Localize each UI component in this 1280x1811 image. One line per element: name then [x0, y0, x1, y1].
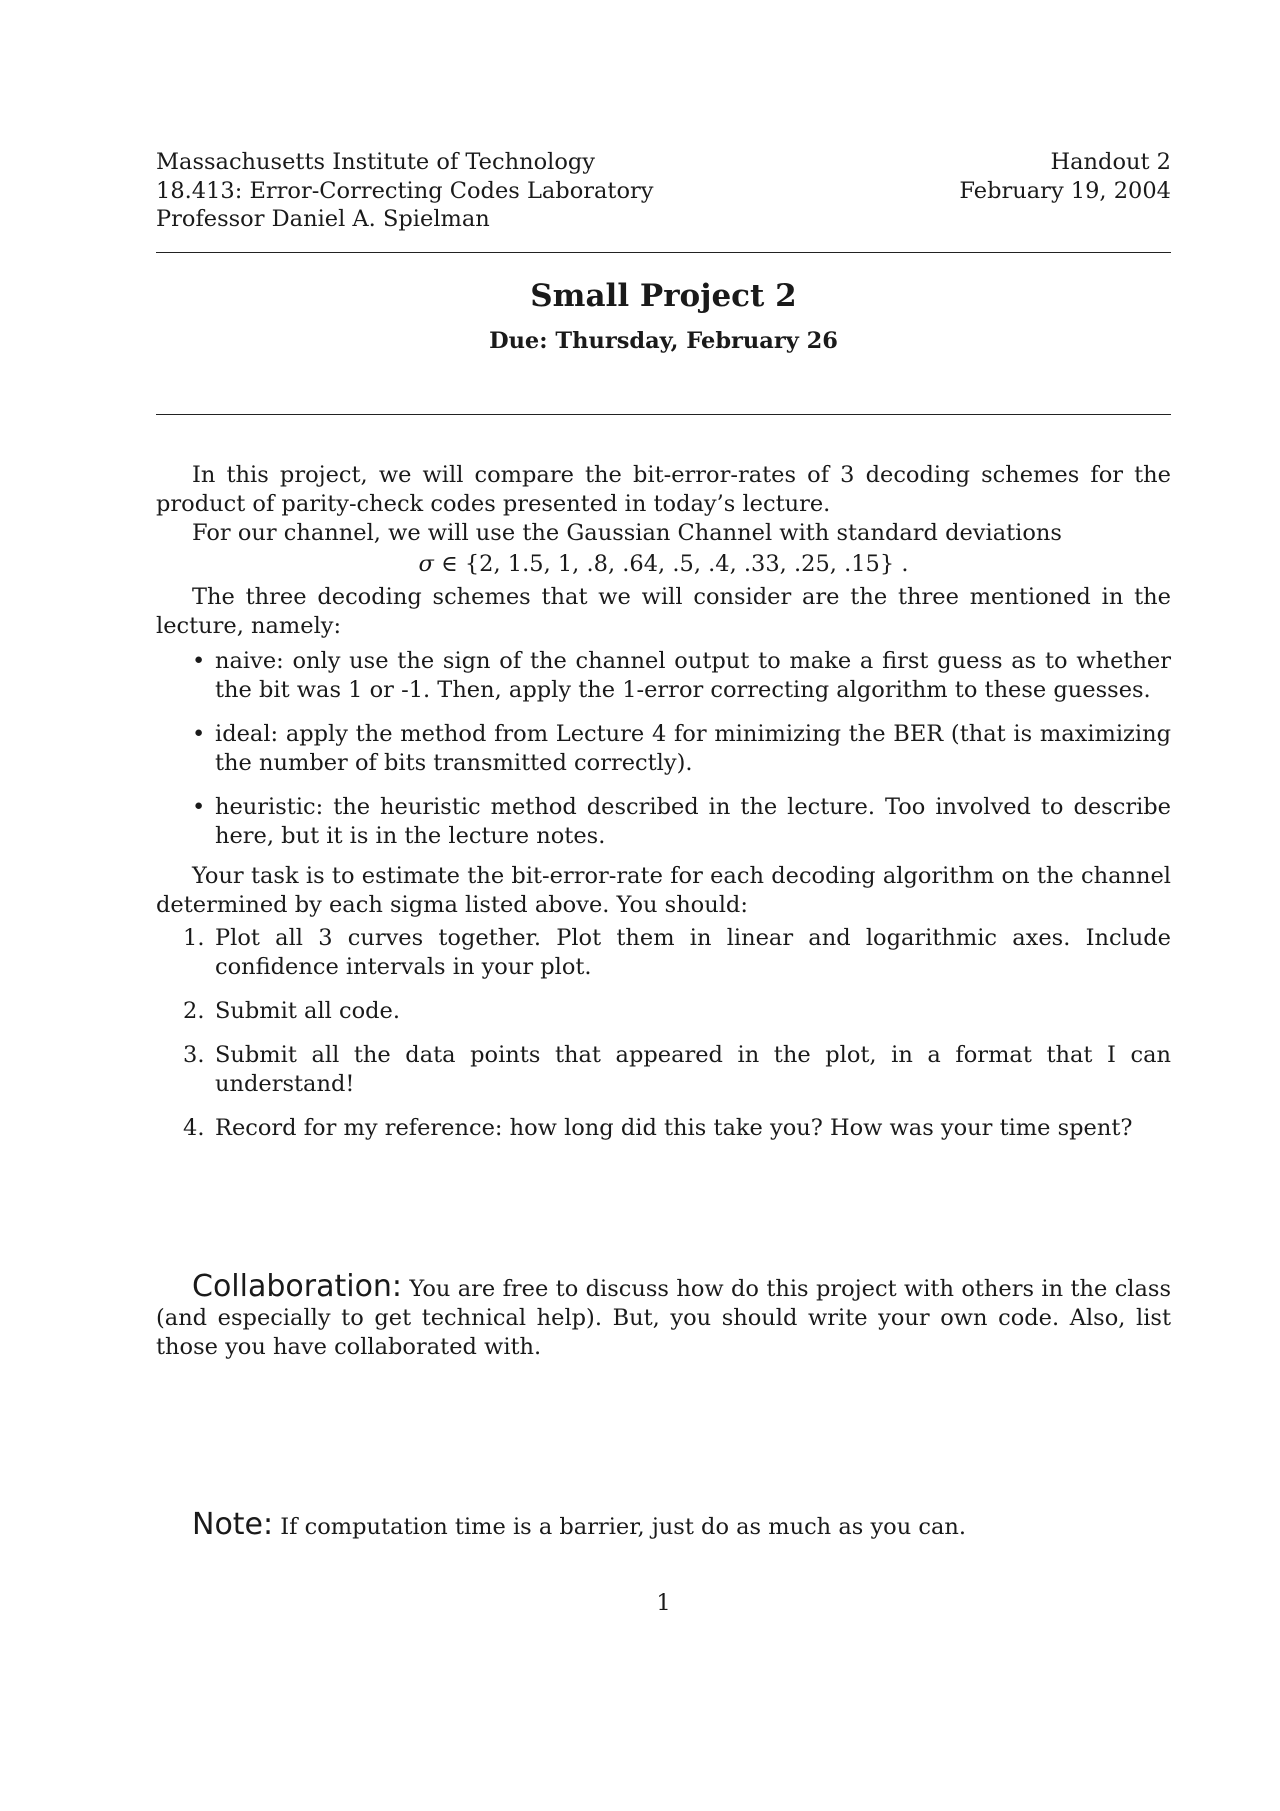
- handout-date: February 19, 2004: [959, 177, 1171, 204]
- title-block: [156, 278, 1171, 354]
- professor: Professor Daniel A. Spielman: [156, 206, 490, 232]
- task-intro: Your task is to estimate the bit-error-rate for each decoding algorithm on the channel determined by each sigma listed above. You should:: [156, 863, 1171, 918]
- sigma-symbol: σ: [418, 551, 434, 577]
- list-item: • ideal: apply the method from Lecture 4 for minimizing the BER (that is maximizing the number of bits transmitted correctly).: [192, 721, 1171, 776]
- title-rule: [156, 414, 1171, 415]
- schemes-list: [156, 647, 1171, 851]
- list-item: • naive: only use the sign of the channel output to make a first guess as to whether the bit was 1 or -1. Then, apply the 1-error correcting algorithm to these guesses.: [192, 648, 1171, 703]
- collaboration-text: You are free to discuss how do this project with others in the class (and especially to get technical help). But, you should write your own code. Also, list those you have collaborated with.: [156, 1276, 1171, 1360]
- institution: Massachusetts Institute of Technology: [156, 149, 595, 175]
- handout-number: Handout 2: [1050, 149, 1171, 175]
- header-left: [156, 148, 653, 234]
- page-number: 1: [656, 1590, 671, 1616]
- intro-paragraph: In this project, we will compare the bit-error-rates of 3 decoding schemes for the product of parity-check codes presented in today’s lecture.: [156, 462, 1171, 517]
- page-title: Small Project 2: [530, 278, 797, 314]
- bullet-icon: •: [192, 794, 206, 820]
- collaboration-heading: Collaboration:: [192, 1269, 403, 1304]
- header-rule: [156, 252, 1171, 253]
- document-header: [156, 148, 1171, 244]
- list-item: • heuristic: the heuristic method described in the lecture. Too involved to describe here, but it is in the lecture notes.: [192, 794, 1171, 849]
- note-text: If computation time is a barrier, just do as much as you can.: [273, 1514, 966, 1540]
- course: 18.413: Error-Correcting Codes Laboratory: [156, 177, 654, 204]
- due-date: Due: Thursday, February 26: [489, 328, 838, 354]
- main-body: [156, 461, 1171, 1158]
- sigma-equation: [156, 550, 1171, 579]
- note-heading: Note:: [192, 1507, 274, 1542]
- list-item: 3. Submit all the data points that appeared in the plot, in a format that I can understand!: [183, 1042, 1171, 1097]
- sigma-values: ∈ {2, 1.5, 1, .8, .64, .5, .4, .33, .25, .15} .: [433, 551, 909, 577]
- header-right: [959, 148, 1171, 205]
- list-item: 2. Submit all code.: [183, 998, 401, 1024]
- note-section: [156, 1507, 1171, 1542]
- bullet-icon: •: [192, 648, 206, 674]
- tasks-list: [156, 924, 1171, 1143]
- collaboration-section: [156, 1269, 1171, 1362]
- list-item: 4. Record for my reference: how long did this take you? How was your time spent?: [183, 1115, 1133, 1141]
- bullet-icon: •: [192, 721, 206, 747]
- list-item: 1. Plot all 3 curves together. Plot them in linear and logarithmic axes. Include confidence intervals in your plot.: [183, 925, 1171, 980]
- channel-paragraph: For our channel, we will use the Gaussian Channel with standard deviations: [192, 520, 1062, 546]
- schemes-intro: The three decoding schemes that we will consider are the three mentioned in the lecture, namely:: [156, 584, 1171, 639]
